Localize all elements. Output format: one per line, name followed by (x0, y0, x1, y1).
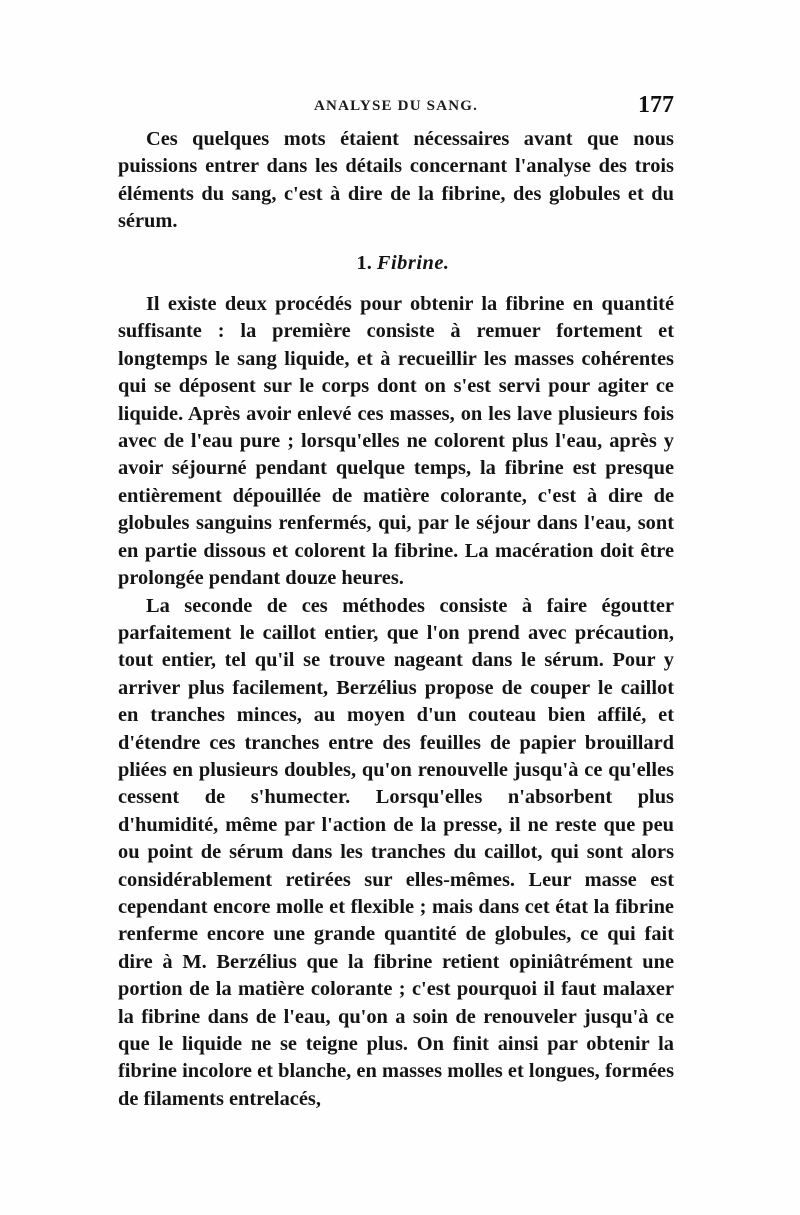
section-title: Fibrine. (376, 251, 450, 274)
page-number: 177 (638, 92, 674, 118)
page-header (118, 92, 674, 122)
paragraph-intro: Ces quelques mots étaient nécessaires avant que nous puissions entrer dans les détails concernant l'analyse des trois éléments du sang, c'est à dire de la fibrine, des globules et du sérum. (118, 128, 674, 233)
running-head: ANALYSE DU SANG. (314, 98, 479, 114)
paragraph-second-method: La seconde de ces méthodes consiste à faire égoutter parfaitement le caillot entier, que l'on prend avec précaution, tout entier, tel qu'il se trouve nageant dans le sérum. Pour y arriver plus facilement, Berzélius propose de couper le caillot en tranches minces, au moyen d'un couteau bien affilé, et d'étendre ces tranches entre des feuilles de papier brouillard pliées en plusieurs doubles, qu'on renouvelle jusqu'à ce qu'elles cessent de s'humecter. Lorsqu'elles n'absorbent plus d'humidité, même par l'action de la presse, il ne reste que peu ou point de sérum dans les tranches du caillot, qui sont alors considérablement retirées sur elles-mêmes. Leur masse est cependant encore molle et flexible ; mais dans cet état la fibrine renferme encore une grande quantité de globules, ce qui fait dire à M. Berzélius que la fibrine retient opiniâtrément une portion de la matière colorante ; c'est pourquoi il faut malaxer la fibrine dans de l'eau, qu'on a soin de renouveler jusqu'à ce que le liquide ne se teigne plus. On finit ainsi par obtenir la fibrine incolore et blanche, en masses molles et longues, formées de filaments entrelacés, (118, 594, 674, 1110)
section-heading (118, 250, 674, 277)
paragraph-first-method: Il existe deux procédés pour obtenir la fibrine en quantité suffisante : la première consiste à remuer fortement et longtemps le sang liquide, et à recueillir les masses cohérentes qui se déposent sur le corps dont on s'est servi pour agiter ce liquide. Après avoir enlevé ces masses, on les lave plusieurs fois avec de l'eau pure ; lorsqu'elles ne colorent plus l'eau, après y avoir séjourné pendant quelque temps, la fibrine est presque entièrement dépouillée de matière colorante, c'est à dire de globules sanguins renfermés, qui, par le séjour dans l'eau, sont en partie dissous et colorent la fibrine. La macération doit être prolongée pendant douze heures. (118, 293, 674, 590)
body-text (118, 126, 674, 1113)
section-number: 1. (356, 251, 372, 274)
